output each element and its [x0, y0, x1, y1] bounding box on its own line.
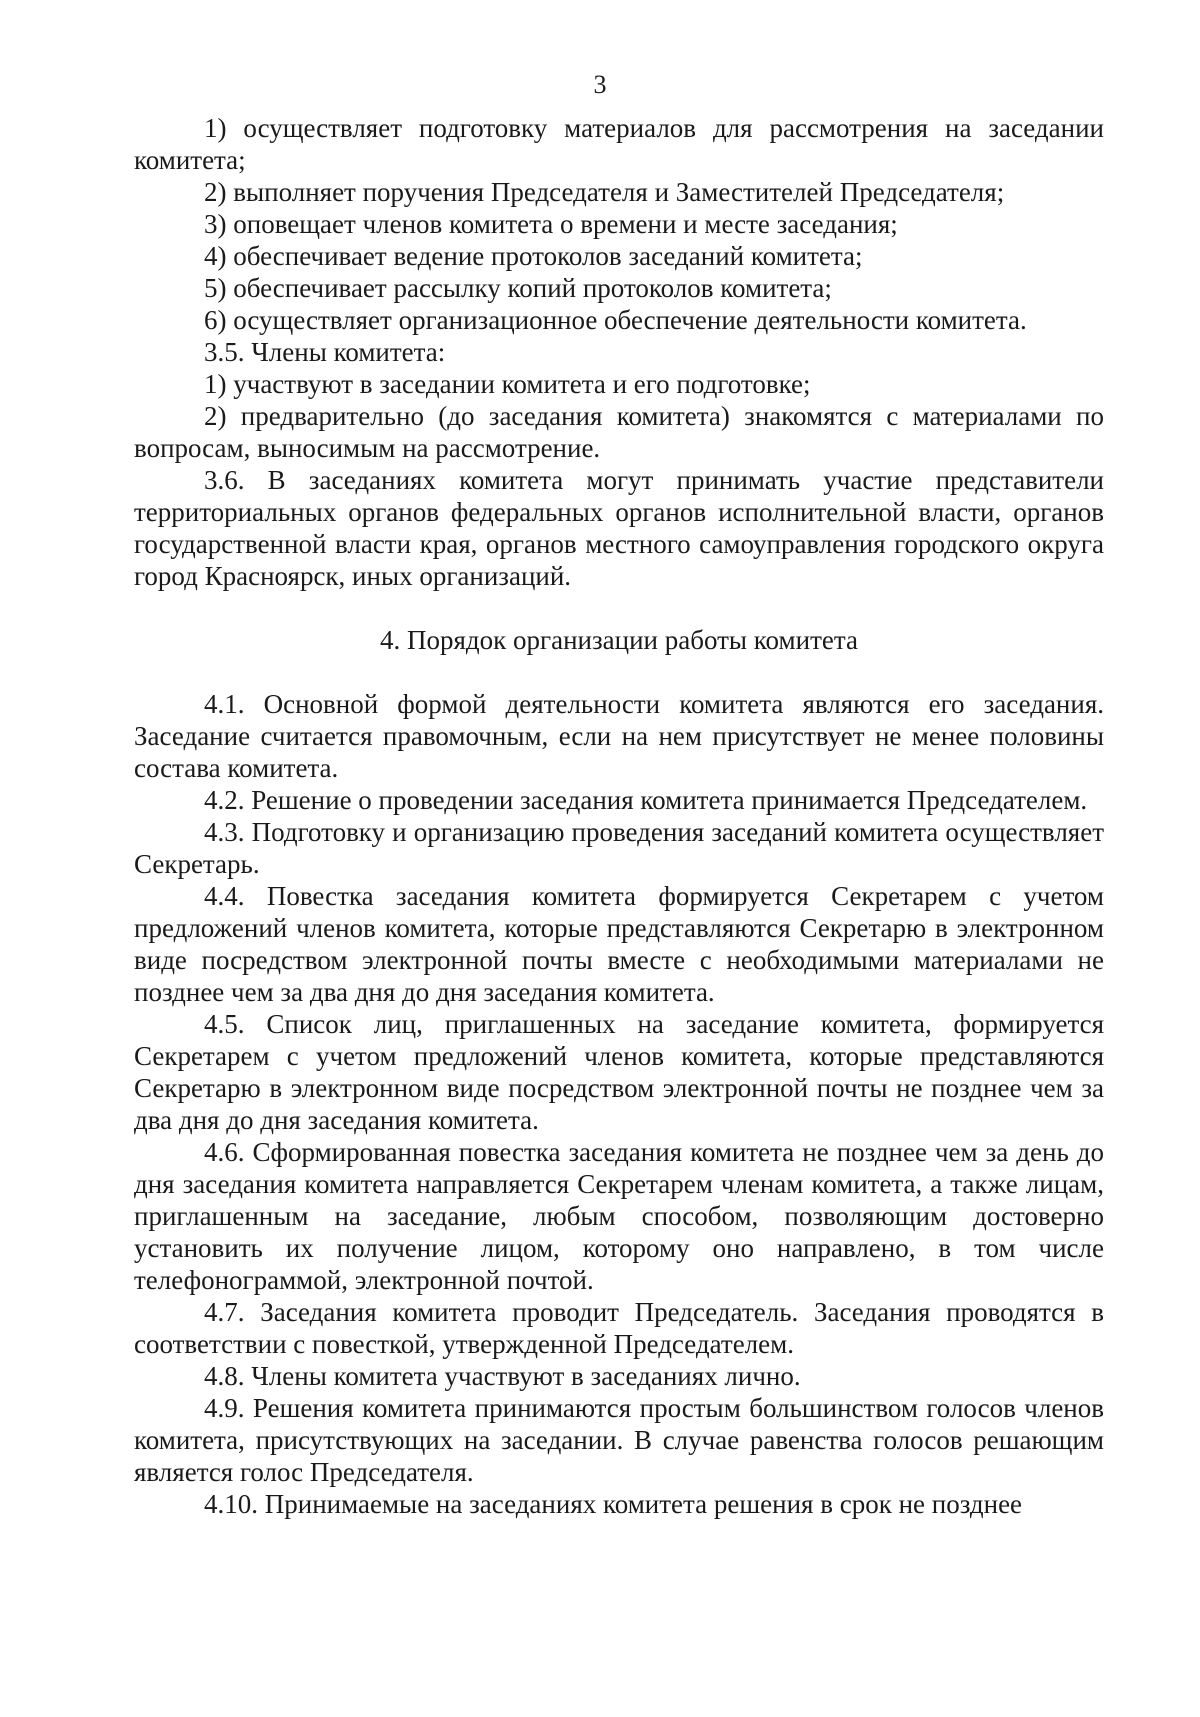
paragraph: 4.9. Решения комитета принимаются простым большинством голосов членов комитета, присутствующих на заседании. В случае равенства голосов решающим является голос Председателя.	[134, 1393, 1104, 1487]
paragraph: 4.8. Члены комитета участвуют в заседаниях лично.	[204, 1361, 801, 1391]
paragraph: 1) участвуют в заседании комитета и его подготовке;	[204, 369, 811, 399]
paragraph: 4.10. Принимаемые на заседаниях комитета решения в срок не позднее	[204, 1489, 1023, 1519]
paragraph: 2) выполняет поручения Председателя и Заместителей Председателя;	[204, 177, 1005, 207]
section-heading: 4. Порядок организации работы комитета	[380, 625, 858, 655]
paragraph-group-before	[134, 112, 1104, 592]
paragraph: 4.7. Заседания комитета проводит Председатель. Заседания проводятся в соответствии с повесткой, утвержденной Председателем.	[134, 1297, 1104, 1359]
paragraph: 4.1. Основной формой деятельности комитета являются его заседания. Заседание считается правомочным, если на нем присутствует не менее половины состава комитета.	[134, 689, 1104, 783]
paragraph: 4.4. Повестка заседания комитета формируется Секретарем с учетом предложений членов комитета, которые представляются Секретарю в электронном виде посредством электронной почты вместе с необходимыми материалами не позднее чем за два дня до дня заседания комитета.	[134, 881, 1104, 1007]
paragraph: 3.6. В заседаниях комитета могут принимать участие представители территориальных органов федеральных органов исполнительной власти, органов государственной власти края, органов местного самоуправления городского округа город Красноярск, иных организаций.	[134, 465, 1104, 591]
paragraph: 4.5. Список лиц, приглашенных на заседание комитета, формируется Секретарем с учетом предложений членов комитета, которые представляются Секретарю в электронном виде посредством электронной почты не позднее чем за два дня до дня заседания комитета.	[134, 1009, 1104, 1135]
paragraph: 4.6. Сформированная повестка заседания комитета не позднее чем за день до дня заседания комитета направляется Секретарем членам комитета, а также лицам, приглашенным на заседание, любым способом, позволяющим достоверно установить их получение лицом, которому оно направлено, в том числе телефонограммой, электронной почтой.	[134, 1137, 1104, 1295]
paragraph: 4) обеспечивает ведение протоколов заседаний комитета;	[204, 241, 863, 271]
paragraph: 1) осуществляет подготовку материалов для рассмотрения на заседании комитета;	[134, 113, 1104, 175]
paragraph: 2) предварительно (до заседания комитета) знакомятся с материалами по вопросам, выносимым на рассмотрение.	[134, 401, 1104, 463]
paragraph: 3.5. Члены комитета:	[204, 337, 446, 367]
page-number: 3	[593, 70, 607, 99]
paragraph: 4.3. Подготовку и организацию проведения заседаний комитета осуществляет Секретарь.	[134, 817, 1104, 879]
paragraph: 3) оповещает членов комитета о времени и месте заседания;	[204, 209, 898, 239]
paragraph: 5) обеспечивает рассылку копий протоколов комитета;	[204, 273, 832, 303]
document-body	[134, 112, 1104, 1520]
paragraph: 4.2. Решение о проведении заседания комитета принимается Председателем.	[204, 785, 1088, 815]
paragraph: 6) осуществляет организационное обеспечение деятельности комитета.	[204, 305, 1027, 335]
paragraph-group-after	[134, 688, 1104, 1520]
